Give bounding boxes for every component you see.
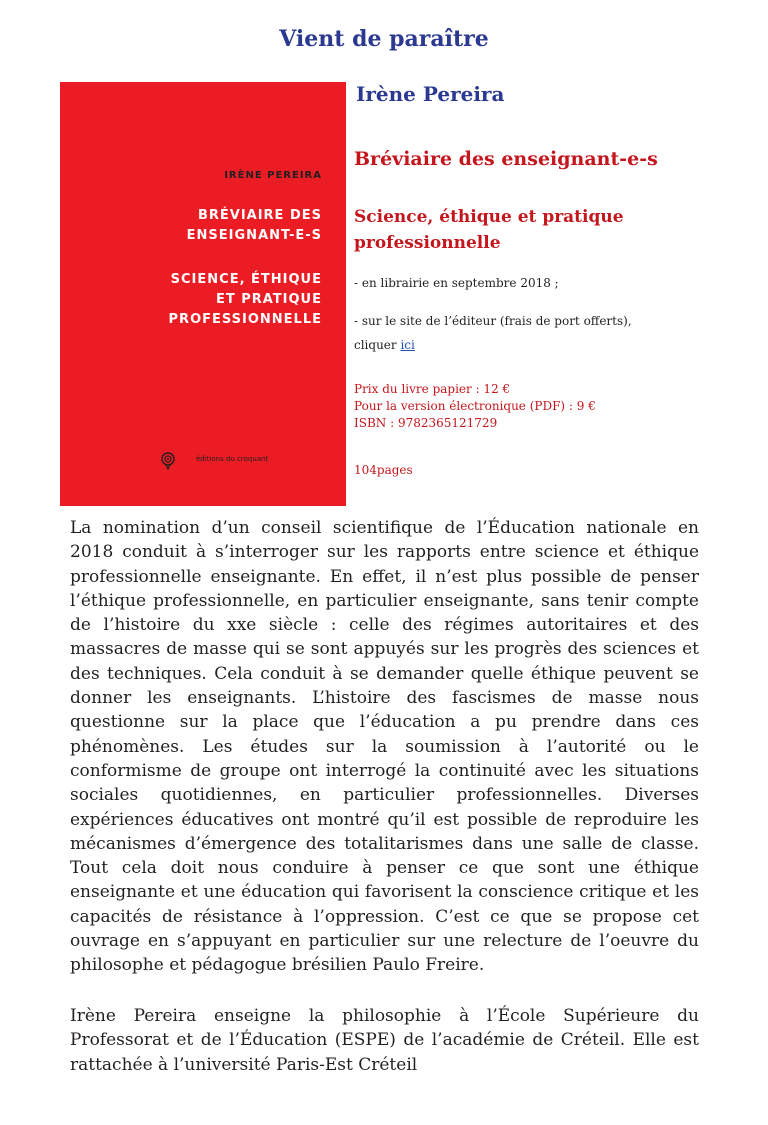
price-block: [354, 381, 754, 432]
click-prefix: cliquer: [354, 338, 401, 352]
publisher-logo-icon: [160, 452, 176, 470]
availability-line: - en librairie en septembre 2018 ;: [354, 276, 559, 290]
price-pdf: Pour la version électronique (PDF) : 9 €: [354, 399, 596, 413]
order-link[interactable]: ici: [400, 338, 415, 352]
book-cover: [60, 82, 346, 506]
book-description: La nomination d’un conseil scientifique de l’Éducation nationale en 2018 conduit à s’interroger sur les rapports entre science et éthique professionnelle enseignante. En effet, il n’est plus possible de penser l’éthique professionnelle, en particulier enseignante, sans tenir compte de l’histoire du xxe siècle : celle des régimes autoritaires et des massacres de masse qui se sont appuyés sur les progrès des sciences et des techniques. Cela conduit à se demander quelle éthique peuvent se donner les enseignants. L’histoire des fascismes de masse nous questionne sur la place que l’éducation a pu prendre dans ces phénomènes. Les études sur la soumission à l’autorité ou le conformisme de groupe ont interrogé la continuité avec les situations sociales quotidiennes, en particulier professionnelles. Diverses expériences éducatives ont montré qu’il est possible de reproduire les mécanismes d’émergence des totalitarismes dans une salle de classe. Tout cela doit nous conduire à penser ce que sont une éthique enseignante et une éducation qui favorisent la conscience critique et les capacités de résistance à l’oppression. C’est ce que se propose cet ouvrage en s’appuyant en particulier sur une relecture de l’oeuvre du philosophe et pédagogue brésilien Paulo Freire.: [70, 518, 699, 976]
cover-title: BRÉVIAIRE DES ENSEIGNANT-E-S: [186, 208, 322, 243]
author-bio: Irène Pereira enseigne la philosophie à l’École Supérieure du Professorat et de l’Éducation (ESPE) de l’académie de Créteil. Elle est rattachée à l’université Paris-Est Créteil: [70, 1006, 699, 1075]
price-paper: Prix du livre papier : 12 €: [354, 382, 511, 396]
book-title: Bréviaire des enseignant-e-s: [354, 148, 658, 170]
page-heading: Vient de paraître: [279, 26, 489, 52]
book-author: Irène Pereira: [356, 82, 505, 106]
page-count: 104pages: [354, 463, 413, 477]
publisher-site-line: - sur le site de l’éditeur (frais de port offerts),: [354, 314, 632, 328]
cover-author: IRÈNE PEREIRA: [224, 170, 322, 181]
click-line: [354, 338, 754, 352]
book-subtitle: Science, éthique et pratique professionnelle: [354, 207, 624, 253]
cover-publisher: éditions du croquant: [196, 455, 269, 463]
isbn: ISBN : 9782365121729: [354, 416, 498, 430]
cover-subtitle: SCIENCE, ÉTHIQUE ET PRATIQUE PROFESSIONNELLE: [168, 272, 322, 327]
